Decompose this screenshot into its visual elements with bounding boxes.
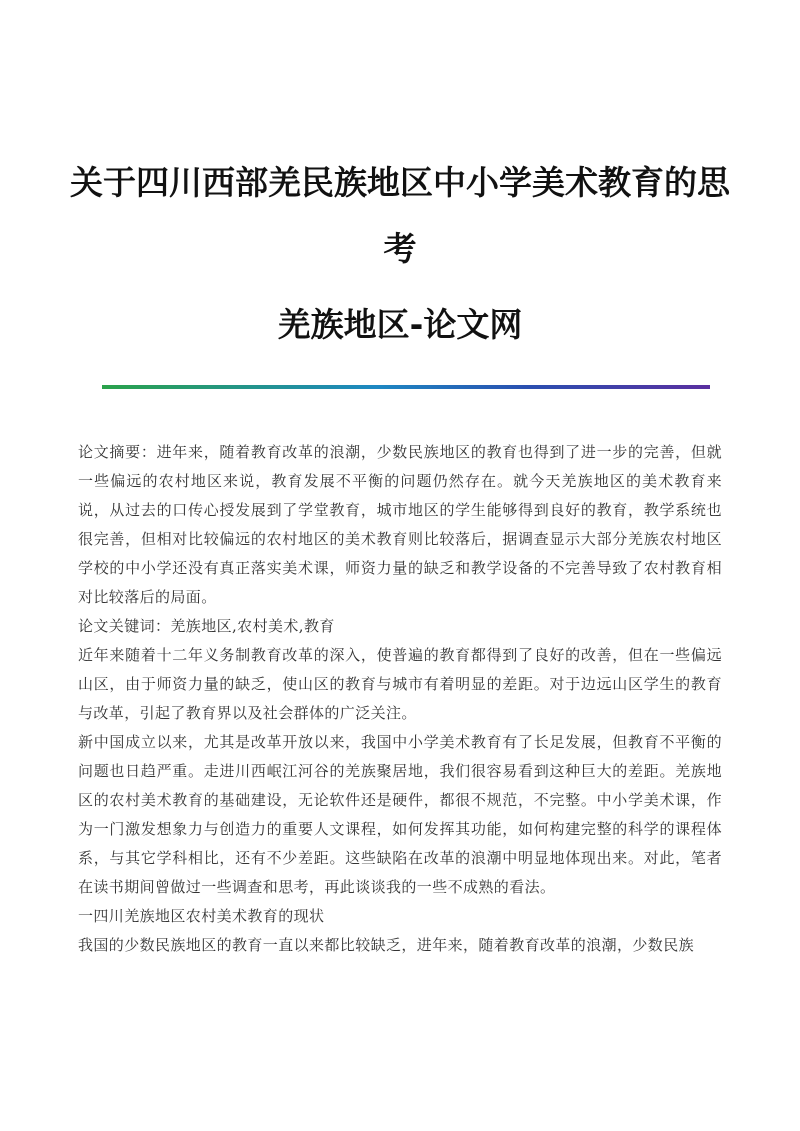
body-paragraph: 新中国成立以来，尤其是改革开放以来，我国中小学美术教育有了长足发展，但教育不平衡的问题也日趋严重。走进川西岷江河谷的羌族聚居地，我们很容易看到这种巨大的差距。羌族地区的农村美术教育的基础建设，无论软件还是硬件，都很不规范，不完整。中小学美术课，作为一门激发想象力与创造力的重要人文课程，如何发挥其功能，如何构建完整的科学的课程体系，与其它学科相比，还有不少差距。这些缺陷在改革的浪潮中明显地体现出来。对此，笔者在读书期间曾做过一些调查和思考，再此谈谈我的一些不成熟的看法。 <box>78 733 722 896</box>
gradient-divider <box>102 385 710 389</box>
body-paragraph: 近年来随着十二年义务制教育改革的深入，使普遍的教育都得到了良好的改善，但在一些偏远山区，由于师资力量的缺乏，使山区的教育与城市有着明显的差距。对于边远山区学生的教育与改革，引起了教育界以及社会群体的广泛关注。 <box>78 646 722 722</box>
document-title: 关于四川西部羌民族地区中小学美术教育的思考 <box>70 163 730 268</box>
section-heading: 一四川羌族地区农村美术教育的现状 <box>78 907 325 925</box>
document-subtitle: 羌族地区-论文网 <box>277 305 523 344</box>
abstract-paragraph: 论文摘要：进年来，随着教育改革的浪潮，少数民族地区的教育也得到了进一步的完善，但就一些偏远的农村地区来说，教育发展不平衡的问题仍然存在。就今天羌族地区的美术教育来说，从过去的口传心授发展到了学堂教育，城市地区的学生能够得到良好的教育，教学系统也很完善，但相对比较偏远的农村地区的美术教育则比较落后，据调查显示大部分羌族农村地区学校的中小学还没有真正落实美术课，师资力量的缺乏和教学设备的不完善导致了农村教育相对比较落后的局面。 <box>78 443 722 606</box>
document-body <box>78 438 722 960</box>
keywords-line: 论文关键词：羌族地区,农村美术,教育 <box>78 617 335 635</box>
body-paragraph-last: 我国的少数民族地区的教育一直以来都比较缺乏，进年来，随着教育改革的浪潮，少数民族 <box>78 936 695 954</box>
